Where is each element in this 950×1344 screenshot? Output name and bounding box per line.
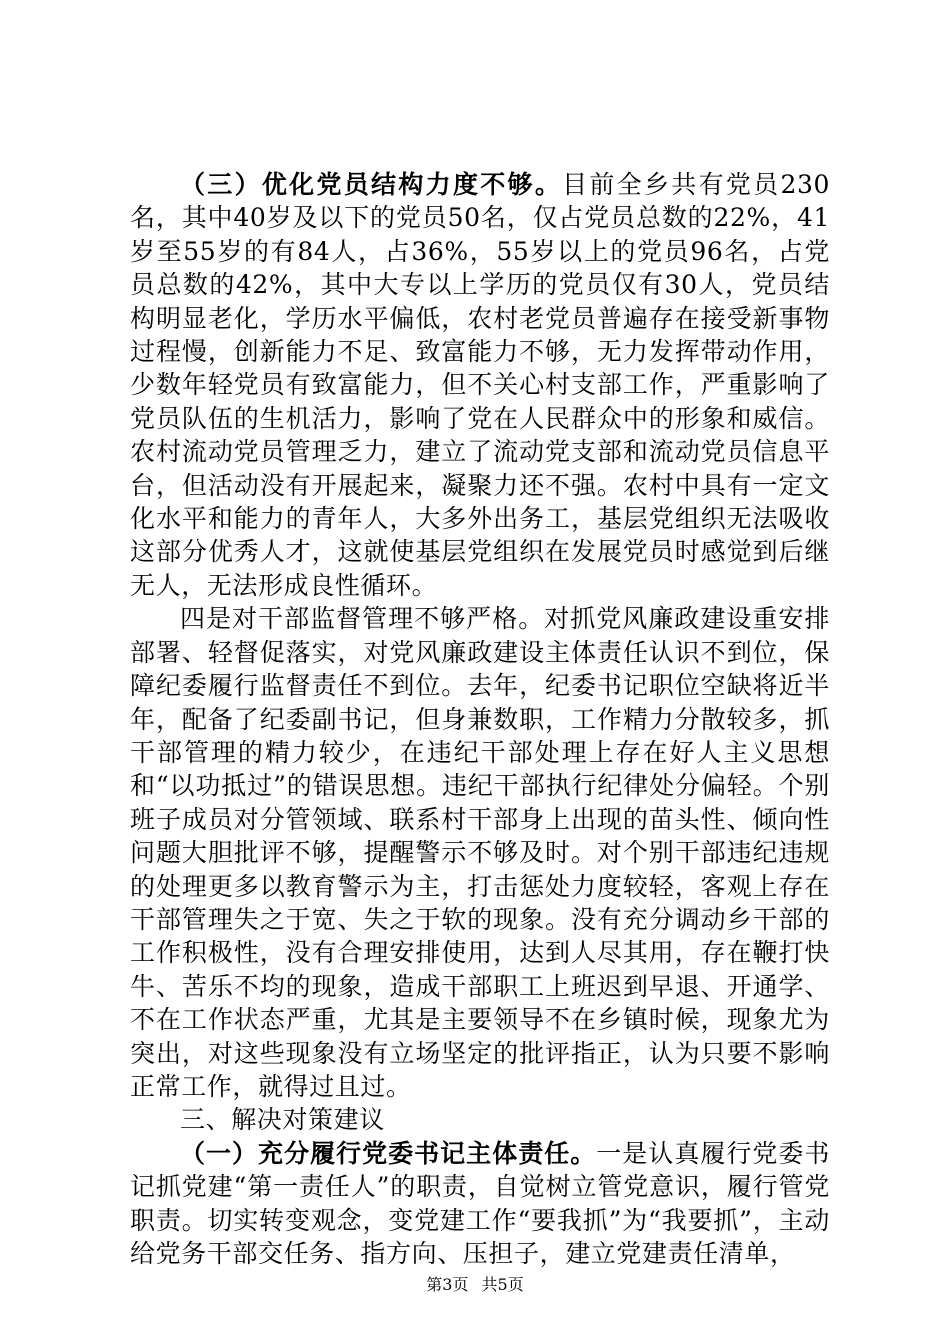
page-total: 共5页 (481, 1275, 524, 1294)
page-footer (0, 1272, 950, 1295)
paragraph-text: 一是认真履行党委书记抓党建“第一责任人”的职责，自觉树立管党意识，履行管党职责。切实转变观念，变党建工作“要我抓”为“我要抓”，主动给党务干部交任务、指方向、压担子，建立党建责任清单， (130, 1138, 830, 1268)
paragraph-party-member-structure (130, 168, 830, 602)
paragraph-cadre-supervision (130, 602, 830, 1103)
section-heading: 三、解决对策建议 (180, 1105, 385, 1135)
paragraph-lead-heading: （一）充分履行党委书记主体责任。 (180, 1138, 597, 1168)
paragraph-text: 四是对干部监督管理不够严格。对抓党风廉政建设重安排部署、轻督促落实，对党风廉政建设主体责任认识不到位，保障纪委履行监督责任不到位。去年，纪委书记职位空缺将近半年，配备了纪委副书记，但身兼数职，工作精力分散较多，抓干部管理的精力较少，在违纪干部处理上存在好人主义思想和“以功抵过”的错误思想。违纪干部执行纪律处分偏轻。个别班子成员对分管领域、联系村干部身上出现的苗头性、倾向性问题大胆批评不够，提醒警示不够及时。对个别干部违纪违规的处理更多以教育警示为主，打击惩处力度较轻，客观上存在干部管理失之于宽、失之于软的现象。没有充分调动乡干部的工作积极性，没有合理安排使用，达到人尽其用，存在鞭打快牛、苦乐不均的现象，造成干部职工上班迟到早退、开通学、不在工作状态严重，尤其是主要领导不在乡镇时候，现象尤为突出，对这些现象没有立场坚定的批评指正，认为只要不影响正常工作，就得过且过。 (130, 604, 830, 1101)
paragraph-lead-heading: （三）优化党员结构力度不够。 (180, 170, 563, 199)
paragraph-text: 目前全乡共有党员230名，其中40岁及以下的党员50名，仅占党员总数的22%，41岁至55岁的有84人，占36%，55岁以上的党员96名，占党员总数的42%，其中大专以上学历的党员仅有30人，党员结构明显老化，学历水平偏低，农村老党员普遍存在接受新事物过程慢，创新能力不足、致富能力不够，无力发挥带动作用，少数年轻党员有致富能力，但不关心村支部工作，严重影响了党员队伍的生机活力，影响了党在人民群众中的形象和威信。农村流动党员管理乏力，建立了流动党支部和流动党员信息平台，但活动没有开展起来，凝聚力还不强。农村中具有一定文化水平和能力的青年人，大多外出务工，基层党组织无法吸收这部分优秀人才，这就使基层党组织在发展党员时感觉到后继无人，无法形成良性循环。 (130, 170, 830, 600)
paragraph-party-secretary-responsibility (130, 1137, 830, 1271)
document-body (130, 168, 830, 1270)
page-number: 第3页 (426, 1275, 469, 1294)
